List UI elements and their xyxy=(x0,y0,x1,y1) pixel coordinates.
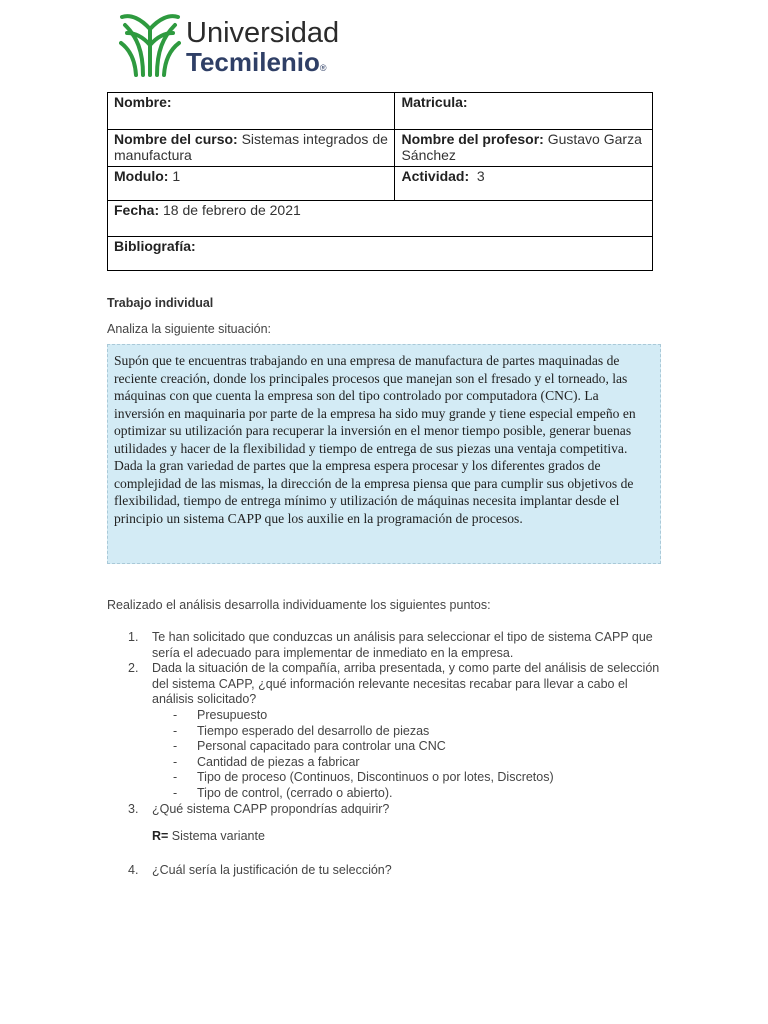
student-info-table xyxy=(107,92,653,271)
actividad-value: 3 xyxy=(476,168,485,184)
cell-bibliografia xyxy=(108,237,653,271)
university-logo xyxy=(119,11,359,77)
logo-line-tecmilenio xyxy=(186,47,327,78)
dash-bullet: - xyxy=(173,754,178,769)
question-item-2 xyxy=(128,661,668,708)
dash-bullet: - xyxy=(173,739,178,754)
fecha-label: Fecha: xyxy=(114,202,160,218)
nombre-label: Nombre: xyxy=(114,94,172,110)
bibliografia-label: Bibliografía: xyxy=(114,238,196,254)
cell-profesor xyxy=(395,130,653,167)
subitem-text: Tiempo esperado del desarrollo de piezas xyxy=(197,723,430,738)
cell-curso xyxy=(108,130,395,167)
dash-bullet: - xyxy=(173,770,178,785)
actividad-label: Actividad: xyxy=(401,168,470,184)
cell-modulo xyxy=(108,167,395,201)
question-number: 4. xyxy=(128,862,139,877)
subitem-text: Cantidad de piezas a fabricar xyxy=(197,754,360,769)
matricula-label: Matricula: xyxy=(401,94,468,110)
fecha-value: 18 de febrero de 2021 xyxy=(163,202,301,218)
modulo-label: Modulo: xyxy=(114,168,169,184)
dash-bullet: - xyxy=(173,785,178,800)
subitem xyxy=(128,739,668,755)
question-item-1 xyxy=(128,630,668,661)
answer-label: R= xyxy=(152,829,169,844)
situation-box: Supón que te encuentras trabajando en una empresa de manufactura de partes maquinadas de reciente creación, donde los principales procesos que manejan son el fresado y el torneado, las máquinas con que cuenta la empresa son del tipo controlado por computadora (CNC). La inversión en maquinaria por parte de la empresa ha sido muy grande y tiene especial empeño en optimizar su utilización para recuperar la inversión en el menor tiempo posible, generar buenas utilidades y hacer de la flexibilidad y tiempo de entrega de sus piezas una ventaja competitiva. Dada la gran variedad de partes que la empresa espera procesar y los diferentes grados de complejidad de las mismas, la dirección de la empresa piensa que para cumplir sus objetivos de flexibilidad, tiempo de entrega mínimo y utilización de máquinas necesita implantar desde el principio un sistema CAPP que los auxilie en la programación de procesos. xyxy=(107,344,661,564)
curso-value: Sistemas integrados de manufactura xyxy=(114,131,388,163)
question-text: Dada la situación de la compañía, arriba presentada, y como parte del análisis de selección del sistema CAPP, ¿qué información relevante necesitas recabar para llevar a cabo el análisis solicitado? xyxy=(152,661,660,707)
agave-logo-icon xyxy=(119,11,181,77)
cell-nombre xyxy=(108,93,395,130)
question-text: ¿Cuál sería la justificación de tu selección? xyxy=(152,862,392,877)
subitem xyxy=(128,755,668,771)
question-text: ¿Qué sistema CAPP propondrías adquirir? xyxy=(152,801,390,816)
intro-text: Analiza la siguiente situación: xyxy=(107,322,271,336)
question-text: Te han solicitado que conduzcas un análisis para seleccionar el tipo de sistema CAPP que sería el adecuado para implementar de inmediato en la empresa. xyxy=(152,630,653,660)
instructions-text: Realizado el análisis desarrolla individuamente los siguientes puntos: xyxy=(107,598,491,612)
subitem-text: Tipo de proceso (Continuos, Discontinuos o por lotes, Discretos) xyxy=(197,770,554,785)
curso-label: Nombre del curso: xyxy=(114,131,238,147)
question-number: 2. xyxy=(128,661,139,676)
cell-matricula xyxy=(395,93,653,130)
subitem xyxy=(128,724,668,740)
question-number: 1. xyxy=(128,630,139,644)
registered-mark: ® xyxy=(319,63,327,73)
answer-line xyxy=(128,829,668,845)
subitem xyxy=(128,708,668,724)
subitem-text: Personal capacitado para controlar una CNC xyxy=(197,739,446,754)
subitem xyxy=(128,786,668,802)
dash-bullet: - xyxy=(173,723,178,738)
profesor-value: Gustavo Garza Sánchez xyxy=(401,131,642,163)
logo-line-universidad: Universidad xyxy=(186,17,340,49)
question-item-4 xyxy=(128,863,668,879)
answer-text: Sistema variante xyxy=(168,829,265,844)
cell-actividad xyxy=(395,167,653,201)
subitem-text: Presupuesto xyxy=(197,707,268,722)
profesor-label: Nombre del profesor: xyxy=(401,131,544,147)
dash-bullet: - xyxy=(173,707,178,722)
section-title: Trabajo individual xyxy=(107,296,214,310)
question-item-3 xyxy=(128,802,668,818)
subitem xyxy=(128,770,668,786)
questions-list xyxy=(128,630,668,878)
cell-fecha xyxy=(108,201,653,237)
modulo-value: 1 xyxy=(172,168,181,184)
subitem-text: Tipo de control, (cerrado o abierto). xyxy=(197,785,393,800)
logo-tecmilenio-text: Tecmilenio xyxy=(186,47,320,77)
question-number: 3. xyxy=(128,801,139,816)
